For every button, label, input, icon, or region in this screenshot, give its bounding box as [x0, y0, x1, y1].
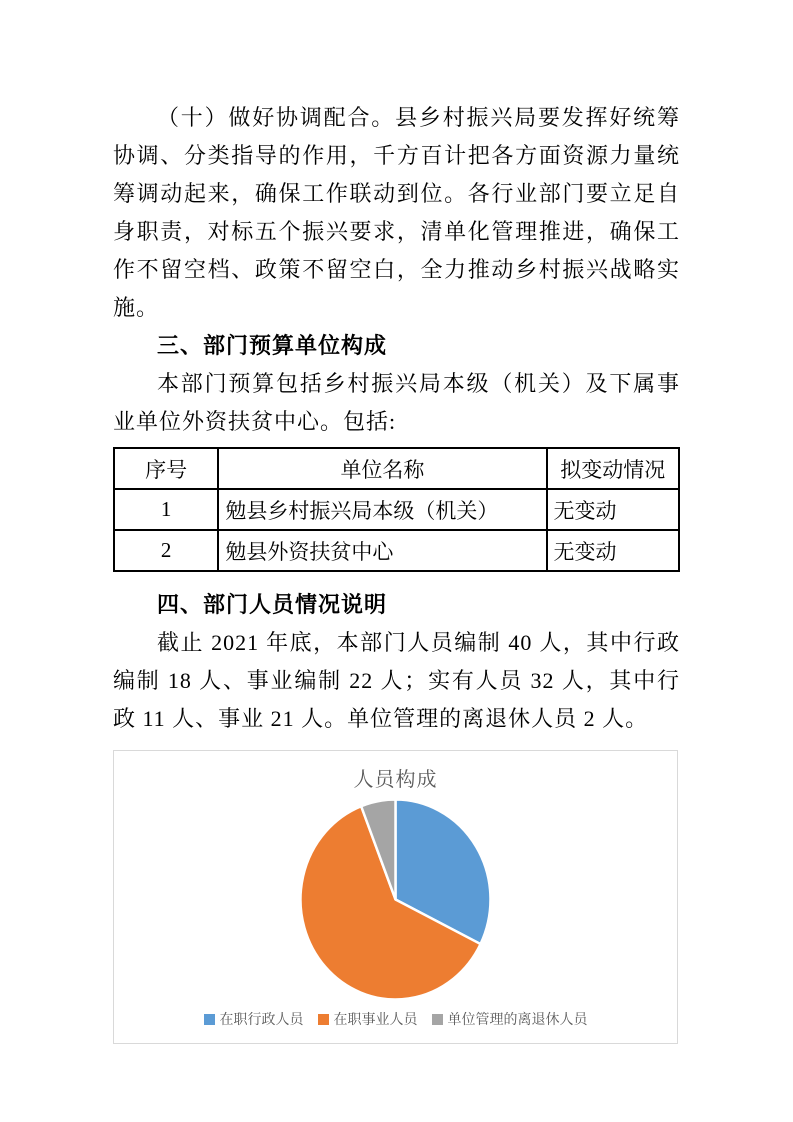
paragraph-coordination: （十）做好协调配合。县乡村振兴局要发挥好统筹协调、分类指导的作用，千方百计把各方面资源力量统筹调动起来，确保工作联动到位。各行业部门要立足自身职责，对标五个振兴要求，清单化管理推进，确保工作不留空档、政策不留空白，全力推动乡村振兴战略实施。: [113, 105, 680, 320]
table-cell-change: 无变动: [547, 530, 679, 571]
legend-swatch-icon: [318, 1014, 329, 1025]
legend-swatch-icon: [204, 1014, 215, 1025]
table-header-change: 拟变动情况: [547, 448, 679, 489]
budget-units-table: [113, 447, 680, 572]
table-cell-unit-name: 勉县乡村振兴局本级（机关）: [218, 489, 546, 530]
paragraph-personnel: 截止 2021 年底，本部门人员编制 40 人，其中行政编制 18 人、事业编制 22 人；实有人员 32 人，其中行政 11 人、事业 21 人。单位管理的离退休人员 2 人。: [113, 630, 680, 731]
table-row: [114, 530, 679, 571]
table-row: [114, 489, 679, 530]
legend-label: 在职事业人员: [333, 1011, 418, 1027]
table-cell-index: 2: [114, 530, 218, 571]
section-heading-budget-units: 三、部门预算单位构成: [157, 333, 388, 358]
legend-label: 单位管理的离退休人员: [447, 1011, 588, 1027]
table-cell-change: 无变动: [547, 489, 679, 530]
table-header-index: 序号: [114, 448, 218, 489]
table-header-unit-name: 单位名称: [218, 448, 546, 489]
chart-title: 人员构成: [353, 769, 438, 791]
personnel-pie-chart: [113, 750, 678, 1044]
legend-swatch-icon: [432, 1014, 443, 1025]
pie-chart-svg: [113, 792, 678, 1009]
table-cell-index: 1: [114, 489, 218, 530]
paragraph-budget-intro: 本部门预算包括乡村振兴局本级（机关）及下属事业单位外资扶贫中心。包括:: [113, 371, 680, 434]
table-cell-unit-name: 勉县外资扶贫中心: [218, 530, 546, 571]
legend-label: 在职行政人员: [219, 1011, 304, 1027]
legend-item: [318, 1009, 418, 1029]
table-header-row: [114, 448, 679, 489]
legend-item: [204, 1009, 304, 1029]
chart-legend: [204, 1009, 588, 1029]
section-heading-personnel: 四、部门人员情况说明: [157, 592, 388, 617]
page-content: [113, 99, 680, 1044]
legend-item: [432, 1009, 588, 1029]
